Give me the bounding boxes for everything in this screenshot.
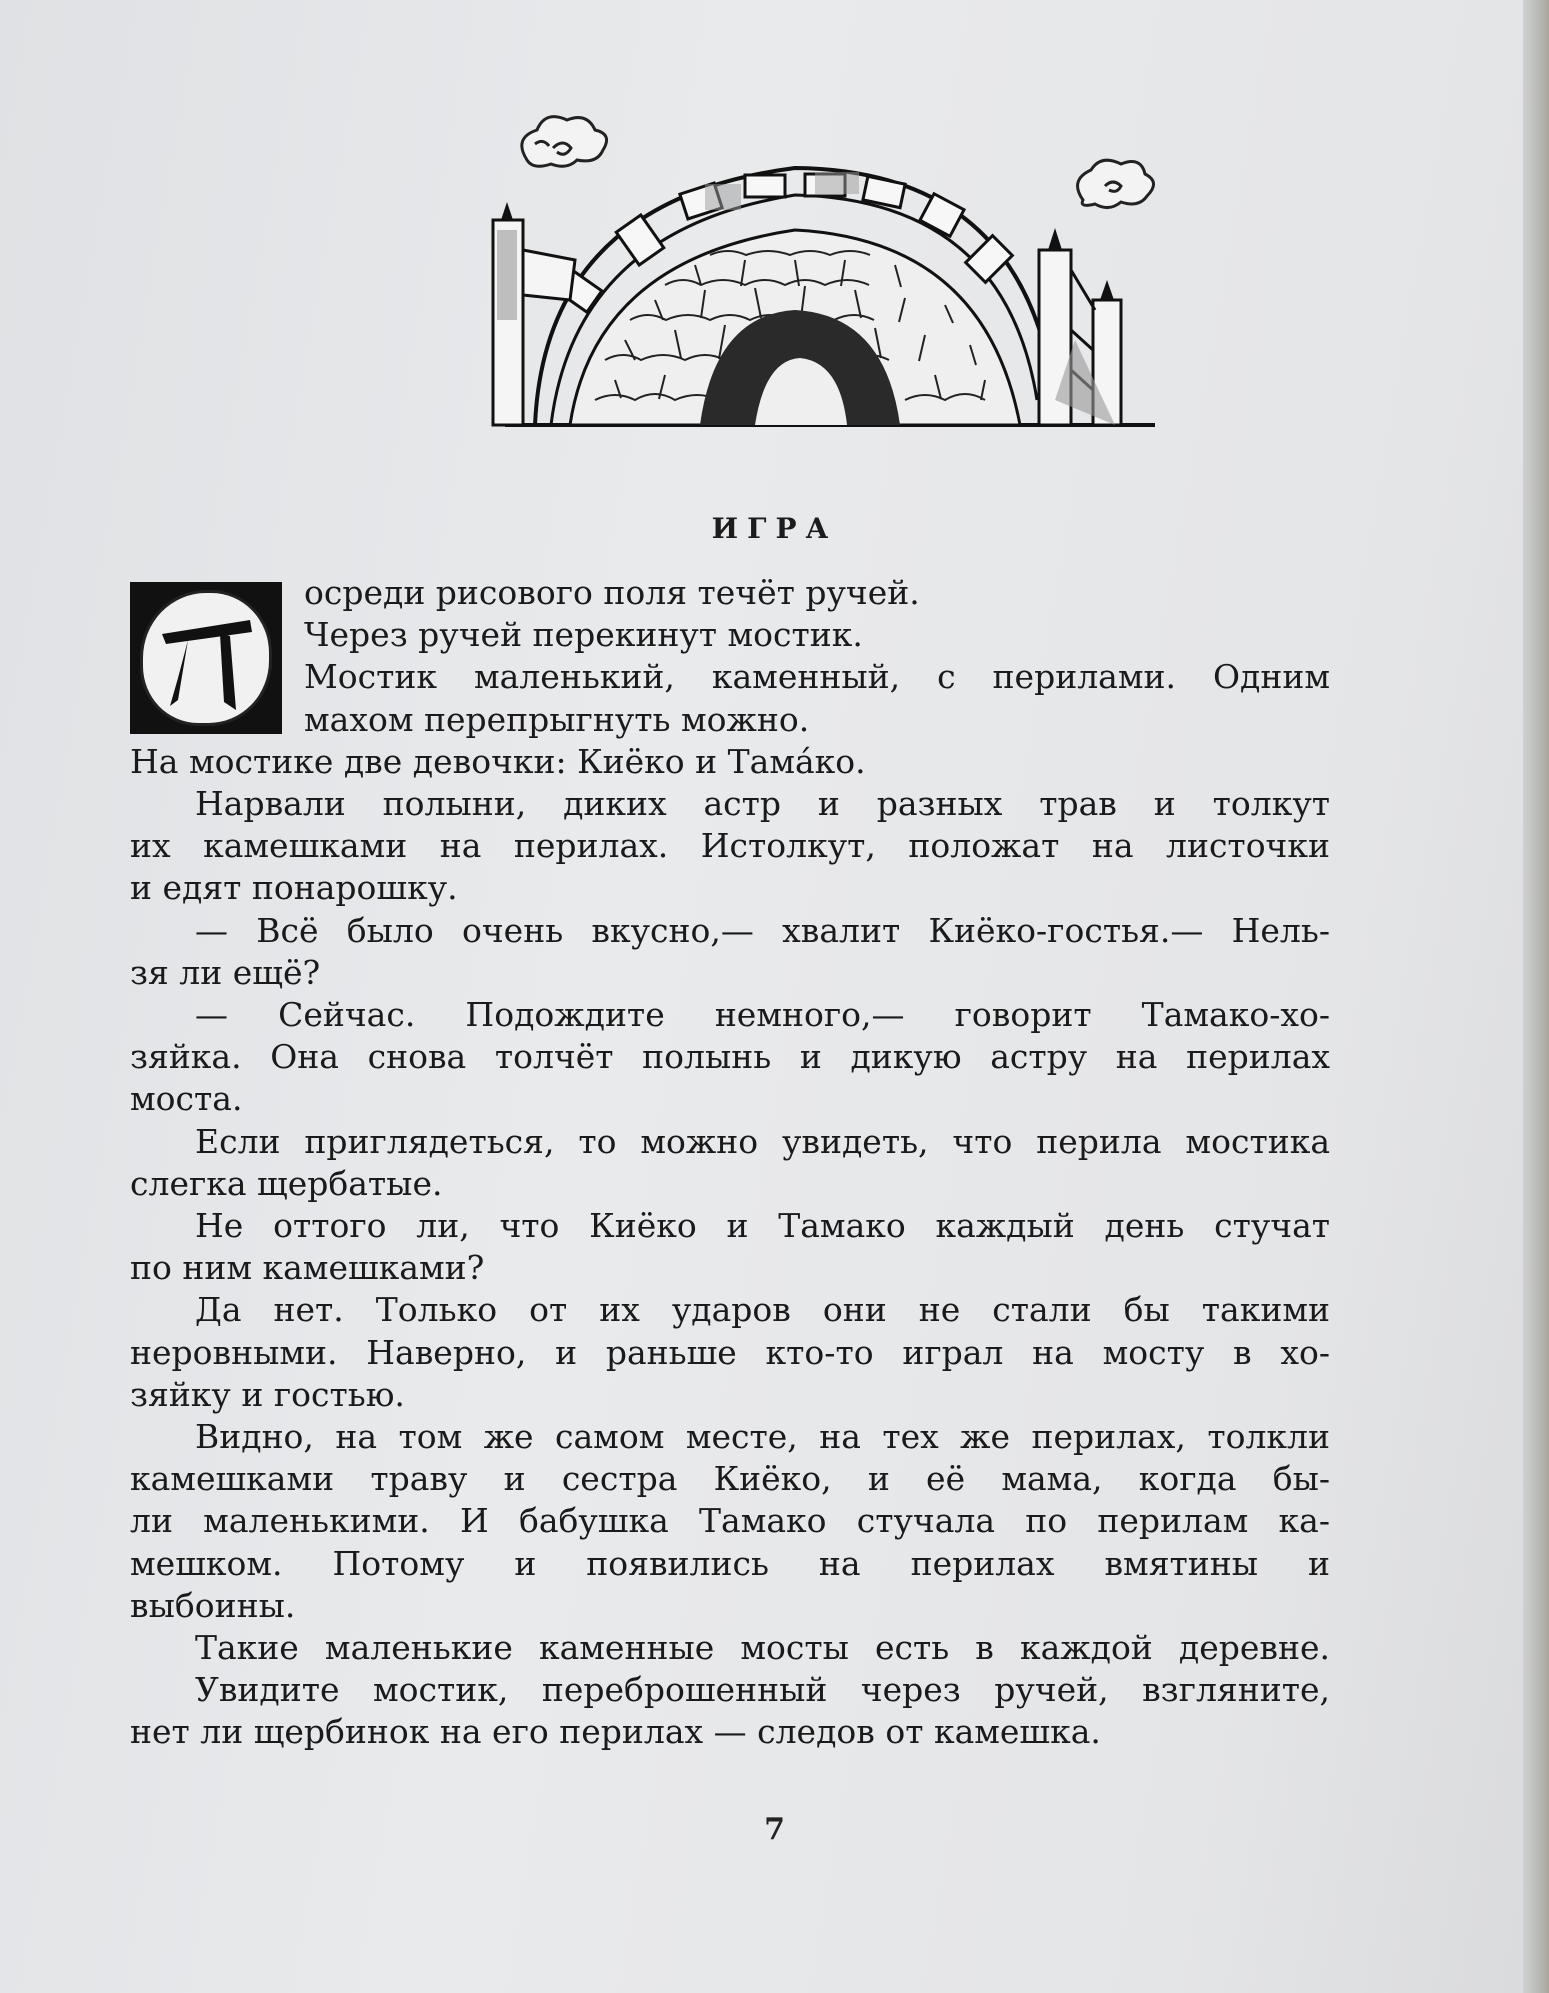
text-line: — Всё было очень вкусно,— хвалит Киёко-гостья.— Нель- bbox=[195, 910, 1330, 950]
text-line: ли маленькими. И бабушка Тамако стучала по перилам ка- bbox=[130, 1501, 1330, 1541]
text-line: На мостике две девочки: Киёко и Тамáко. bbox=[130, 741, 866, 781]
page-number: 7 bbox=[764, 1812, 785, 1847]
story-text bbox=[130, 572, 1330, 1754]
text-line: мешком. Потому и появились на перилах вмятины и bbox=[130, 1543, 1330, 1583]
cloud-right-icon bbox=[1078, 160, 1154, 207]
text-line: слегка щербатые. bbox=[130, 1163, 443, 1203]
text-line: их камешками на перилах. Истолкут, положат на листочки bbox=[130, 826, 1330, 866]
paragraph-7 bbox=[130, 1205, 1330, 1289]
text-line: зяйка. Она снова толчёт полынь и дикую астру на перилах bbox=[130, 1037, 1330, 1077]
bridge-illustration bbox=[465, 100, 1185, 440]
text-line: Не оттого ли, что Киёко и Тамако каждый день стучат bbox=[195, 1206, 1330, 1246]
text-line: моста. bbox=[130, 1079, 243, 1119]
cloud-left-icon bbox=[522, 117, 607, 167]
page-title: ИГРА bbox=[711, 512, 838, 545]
text-line: и едят понарошку. bbox=[130, 868, 458, 908]
paragraph-1 bbox=[130, 572, 1330, 741]
paragraph-9 bbox=[130, 1416, 1330, 1627]
text-line: камешками траву и сестра Киёко, и её мама, когда бы- bbox=[130, 1459, 1330, 1499]
paragraph-6 bbox=[130, 1121, 1330, 1205]
text-line: Мостик маленький, каменный, с перилами. Одним bbox=[304, 657, 1330, 697]
text-line: неровными. Наверно, и раньше кто-то играл на мосту в хо- bbox=[130, 1332, 1330, 1372]
paragraph-4 bbox=[130, 910, 1330, 994]
text-line: Такие маленькие каменные мосты есть в каждой деревне. bbox=[195, 1628, 1330, 1668]
paragraph-3 bbox=[130, 783, 1330, 910]
text-line: по ним камешками? bbox=[130, 1248, 485, 1288]
text-line: выбоины. bbox=[130, 1585, 296, 1625]
text-line: зяйку и гостью. bbox=[130, 1374, 405, 1414]
drop-cap-glyph-icon bbox=[130, 582, 282, 734]
text-line: Через ручей перекинут мостик. bbox=[304, 615, 863, 655]
paragraph-10 bbox=[130, 1627, 1330, 1669]
paragraph-2 bbox=[130, 741, 1330, 783]
text-line: Увидите мостик, переброшенный через ручей, взгляните, bbox=[195, 1670, 1330, 1710]
paragraph-11 bbox=[130, 1669, 1330, 1753]
text-line: Если приглядеться, то можно увидеть, что перила мостика bbox=[195, 1121, 1330, 1161]
paragraph-8 bbox=[130, 1289, 1330, 1416]
text-line: Нарвали полыни, диких астр и разных трав и толкут bbox=[195, 784, 1330, 824]
text-line: Видно, на том же самом месте, на тех же перилах, толкли bbox=[195, 1417, 1330, 1457]
paragraph-5 bbox=[130, 994, 1330, 1121]
drop-cap bbox=[130, 582, 282, 734]
text-line: осреди рисового поля течёт ручей. bbox=[304, 573, 920, 612]
text-line: зя ли ещё? bbox=[130, 952, 321, 992]
text-line: Да нет. Только от их ударов они не стали бы такими bbox=[195, 1290, 1330, 1330]
page-edge-shadow bbox=[1523, 0, 1549, 1993]
text-line: махом перепрыгнуть можно. bbox=[304, 699, 810, 739]
text-line: нет ли щербинок на его перилах — следов от камешка. bbox=[130, 1712, 1101, 1752]
text-line: — Сейчас. Подождите немного,— говорит Тамако-хо- bbox=[195, 995, 1330, 1035]
